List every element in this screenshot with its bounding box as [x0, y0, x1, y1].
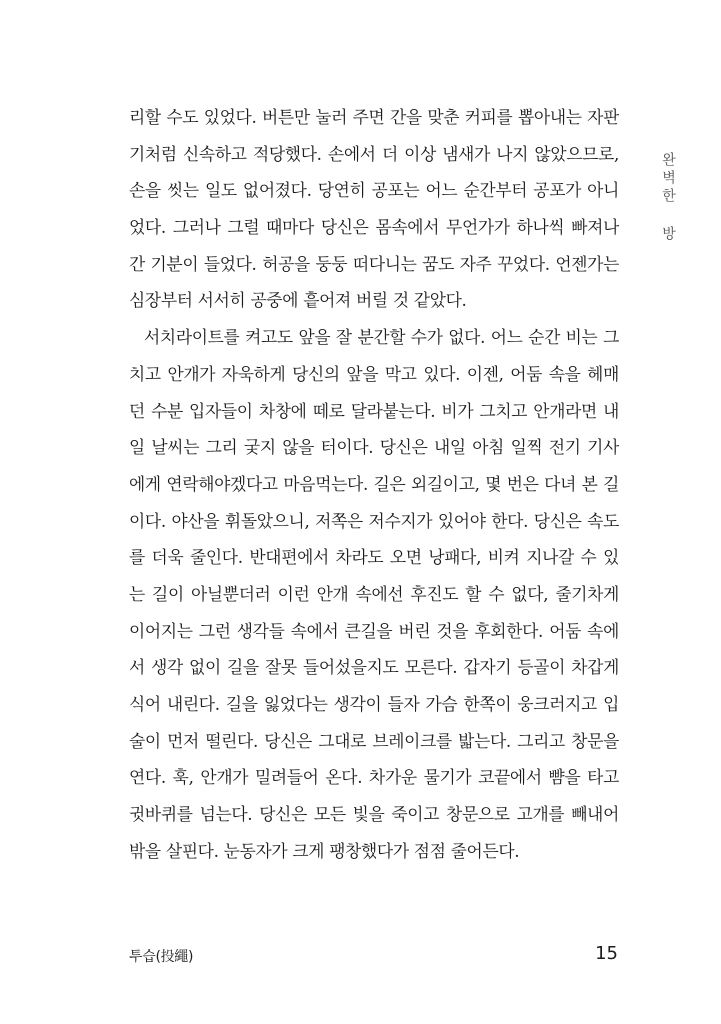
text-line: 기처럼 신속하고 적당했다. 손에서 더 이상 냄새가 나지 않았으므로,: [129, 143, 619, 164]
text-line-paragraph-start: 서치라이트를 켜고도 앞을 잘 분간할 수가 없다. 어느 순간 비는 그: [144, 327, 619, 348]
text-line: 서 생각 없이 길을 잘못 들어섰을지도 모른다. 갑자기 등골이 차갑게: [129, 657, 619, 678]
text-line: 리할 수도 있었다. 버튼만 눌러 주면 간을 맞춘 커피를 뽑아내는 자판: [129, 107, 619, 127]
text-line: 술이 먼저 떨린다. 당신은 그대로 브레이크를 밟는다. 그리고 창문을: [129, 730, 619, 751]
text-line: 귓바퀴를 넘는다. 당신은 모든 빛을 죽이고 창문으로 고개를 빼내어: [129, 804, 619, 825]
text-line: 이어지는 그런 생각들 속에서 큰길을 버린 것을 후회한다. 어둠 속에: [129, 620, 619, 641]
footer-title: 투습(投繩): [129, 949, 194, 965]
text-line: 이다. 야산을 휘돌았으니, 저쪽은 저수지가 있어야 한다. 당신은 속도: [129, 510, 619, 531]
text-line: 연다. 훅, 안개가 밀려들어 온다. 차가운 물기가 코끝에서 뺨을 타고: [129, 767, 619, 788]
text-line: 던 수분 입자들이 차창에 떼로 달라붙는다. 비가 그치고 안개라면 내: [129, 400, 619, 421]
text-line-paragraph-end: 밖을 살핀다. 눈동자가 크게 팽창했다가 점점 줄어든다.: [129, 840, 520, 861]
text-line: 에게 연락해야겠다고 마음먹는다. 길은 외길이고, 몇 번은 다녀 본 길: [129, 473, 619, 494]
text-line: 었다. 그러나 그럴 때마다 당신은 몸속에서 무언가가 하나씩 빠져나: [129, 217, 619, 238]
text-line-paragraph-end: 심장부터 서서히 공중에 흩어져 버릴 것 같았다.: [129, 290, 467, 311]
page-number: 15: [595, 943, 618, 964]
page-body: [129, 99, 619, 869]
text-line: 를 더욱 줄인다. 반대편에서 차라도 오면 낭패다, 비켜 지나갈 수 있: [129, 547, 619, 568]
running-head: 완벽한 방: [660, 152, 676, 244]
text-line: 치고 안개가 자욱하게 당신의 앞을 막고 있다. 이젠, 어둠 속을 헤매: [129, 363, 619, 384]
text-line: 손을 씻는 일도 없어졌다. 당연히 공포는 어느 순간부터 공포가 아니: [129, 180, 619, 201]
text-line: 간 기분이 들었다. 허공을 둥둥 떠다니는 꿈도 자주 꾸었다. 언젠가는: [129, 253, 619, 274]
text-line: 일 날씨는 그리 궂지 않을 터이다. 당신은 내일 아침 일찍 전기 기사: [129, 437, 619, 458]
text-line: 식어 내린다. 길을 잃었다는 생각이 들자 가슴 한쪽이 웅크러지고 입: [129, 694, 619, 714]
text-line: 는 길이 아닐뿐더러 이런 안개 속에선 후진도 할 수 없다, 줄기차게: [129, 583, 619, 604]
